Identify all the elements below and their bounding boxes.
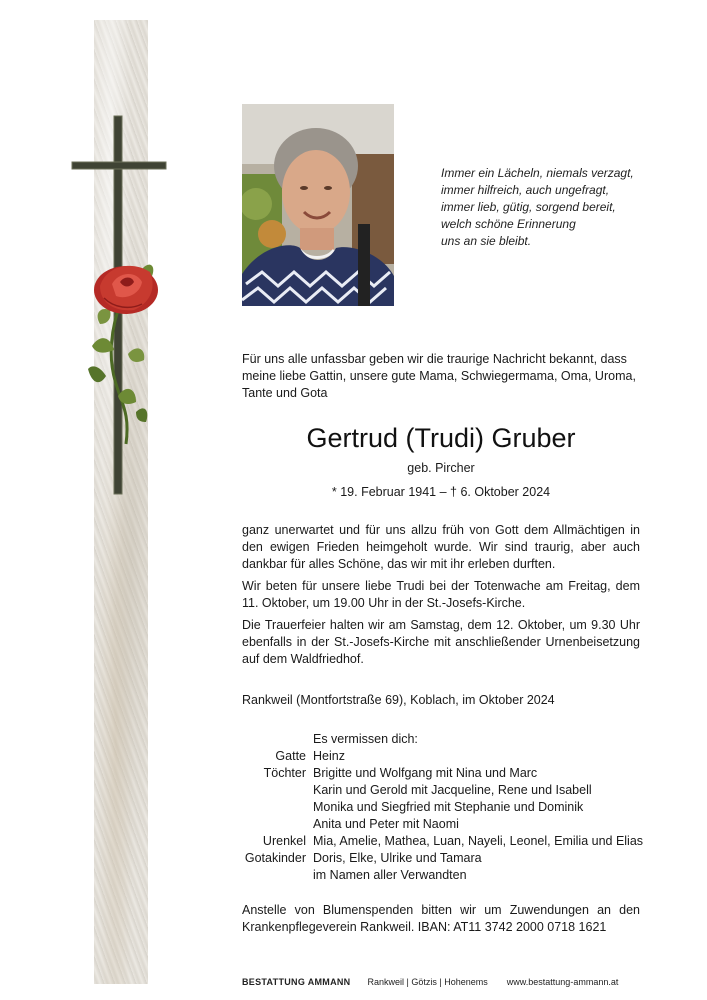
- life-dates: * 19. Februar 1941 – † 6. Oktober 2024: [331, 485, 551, 499]
- survivor-names: Doris, Elke, Ulrike und Tamara: [313, 851, 482, 865]
- survivor-role: [242, 867, 313, 884]
- cross-with-rose-icon: [70, 114, 170, 499]
- footer-locations: Rankweil | Götzis | Hohenems: [367, 977, 488, 987]
- brand-name: AMMANN: [307, 977, 351, 987]
- quote-line: uns an sie bleibt.: [441, 234, 532, 248]
- list-item: [242, 765, 662, 782]
- survivors-list: [242, 731, 662, 884]
- survivor-role: [242, 799, 313, 816]
- list-item: [242, 799, 662, 816]
- paragraph-wake: Wir beten für unsere liebe Trudi bei der Totenwache am Freitag, dem 11. Oktober, um 19.00 Uhr in der St.-Josefs-Kirche.: [242, 579, 640, 610]
- quote-line: immer lieb, gütig, sorgend bereit,: [441, 200, 616, 214]
- survivor-names: Monika und Siegfried mit Stephanie und Dominik: [313, 800, 584, 814]
- quote-line: immer hilfreich, auch ungefragt,: [441, 183, 610, 197]
- list-item: [242, 816, 662, 833]
- survivor-names: Brigitte und Wolfgang mit Nina und Marc: [313, 766, 538, 780]
- quote-line: Immer ein Lächeln, niemals verzagt,: [441, 166, 634, 180]
- portrait-photo: [242, 104, 394, 306]
- paragraph-funeral: Die Trauerfeier halten wir am Samstag, dem 12. Oktober, um 9.30 Uhr ebenfalls in der St.-Josefs-Kirche mit anschließender Urnenbeisetzung auf dem Waldfriedhof.: [242, 618, 640, 666]
- list-item: [242, 731, 662, 748]
- list-item: [242, 833, 662, 850]
- donation-note: Anstelle von Blumenspenden bitten wir um Zuwendungen an den Krankenpflegeverein Rankweil. IBAN: AT11 3742 2000 0718 1621: [242, 903, 640, 934]
- brand-prefix: BESTATTUNG: [242, 977, 306, 987]
- survivor-names: Anita und Peter mit Naomi: [313, 817, 459, 831]
- survivor-role: [242, 782, 313, 799]
- quote-line: welch schöne Erinnerung: [441, 217, 576, 231]
- footer-website[interactable]: www.bestattung-ammann.at: [506, 977, 619, 987]
- maiden-name: geb. Pircher: [407, 461, 475, 475]
- list-item: [242, 867, 662, 884]
- survivor-names: Karin und Gerold mit Jacqueline, Rene und Isabell: [313, 783, 592, 797]
- survivor-role: Töchter: [263, 766, 306, 780]
- paragraph-passing: ganz unerwartet und für uns allzu früh von Gott dem Allmächtigen in den ewigen Frieden heimgeholt wurde. Wir sind traurig, aber auch dankbar für alles Schöne, das wir mit ihr erleben durften.: [242, 523, 640, 571]
- footer: [242, 976, 662, 988]
- list-item: [242, 748, 662, 765]
- survivor-role: [242, 816, 313, 833]
- portrait-illustration: [242, 104, 394, 306]
- place-date: Rankweil (Montfortstraße 69), Koblach, im Oktober 2024: [242, 693, 555, 707]
- survivor-names: Heinz: [313, 749, 345, 763]
- survivor-names: Mia, Amelie, Mathea, Luan, Nayeli, Leonel, Emilia und Elias: [313, 834, 644, 848]
- list-item: [242, 782, 662, 799]
- survivor-role: Gotakinder: [244, 851, 306, 865]
- survivor-role: Gatte: [275, 749, 306, 763]
- survivor-role: Urenkel: [262, 834, 306, 848]
- intro-text: Für uns alle unfassbar geben wir die traurige Nachricht bekannt, dass meine liebe Gattin, unsere gute Mama, Schwiegermama, Oma, Uroma, Tante und Gota: [242, 352, 636, 400]
- memorial-quote: [441, 165, 661, 250]
- survivor-names: im Namen aller Verwandten: [313, 868, 467, 882]
- deceased-name: Gertrud (Trudi) Gruber: [306, 423, 576, 453]
- survivors-heading: Es vermissen dich:: [313, 732, 418, 746]
- list-item: [242, 850, 662, 867]
